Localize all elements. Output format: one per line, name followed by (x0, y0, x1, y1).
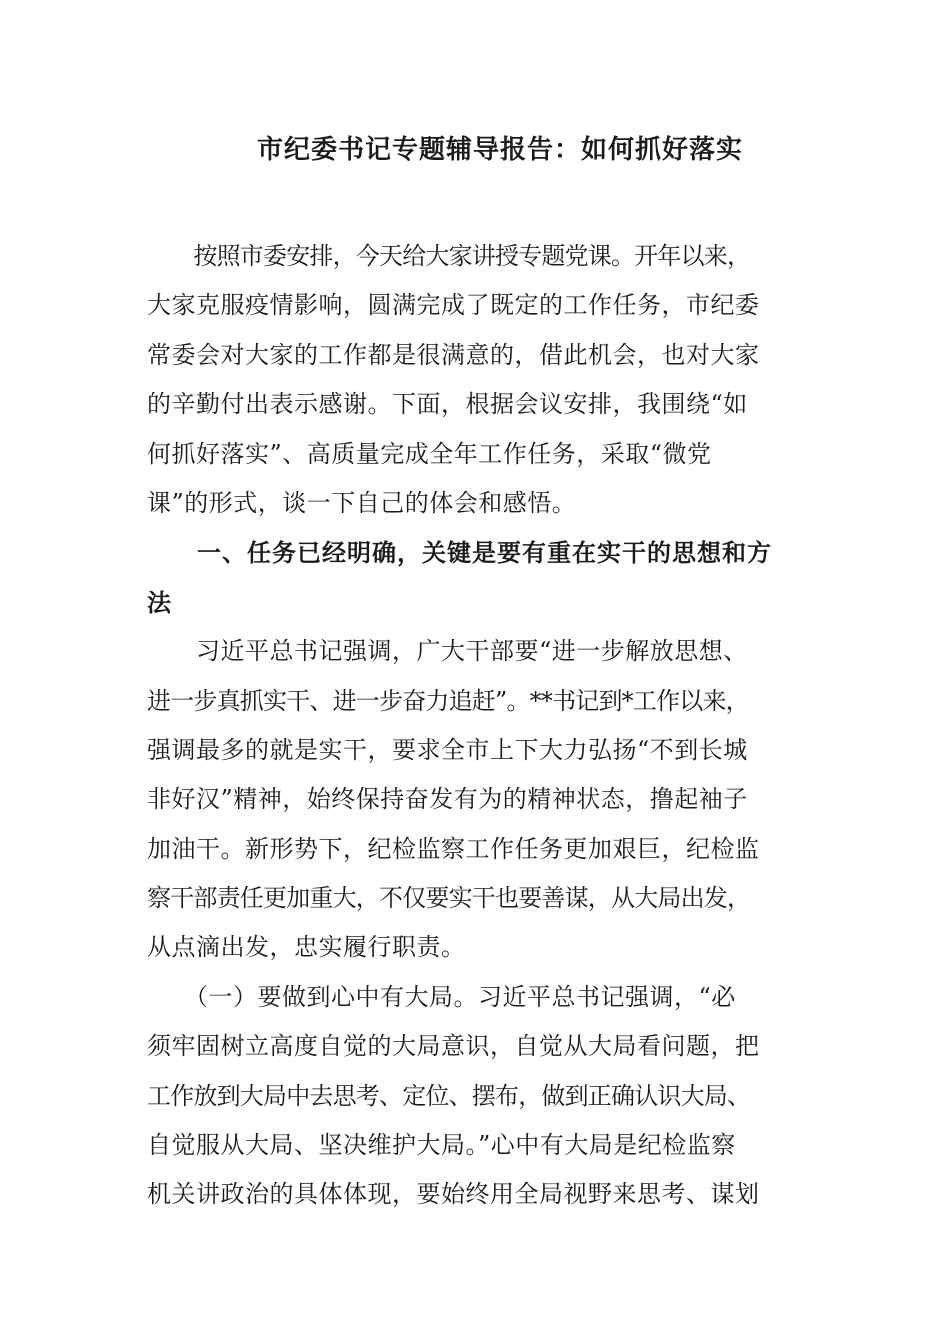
paragraph-line: 强调最多的就是实干，要求全市上下大力弘扬“不到长城 (147, 735, 748, 764)
paragraph-line: 自觉服从大局、坚决维护大局。”心中有大局是纪检监察 (147, 1131, 736, 1160)
paragraph-line: 课”的形式，谈一下自己的体会和感悟。 (147, 488, 577, 517)
document-title: 市纪委书记专题辅导报告：如何抓好落实 (256, 135, 743, 165)
paragraph-line: 何抓好落实”、高质量完成全年工作任务，采取“微党 (147, 439, 712, 468)
document-body (147, 232, 807, 1220)
paragraph-line: 机关讲政治的具体体现，要始终用全局视野来思考、谋划 (147, 1180, 760, 1209)
paragraph-line: 非好汉”精神，始终保持奋发有为的精神状态，撸起袖子 (147, 785, 748, 814)
paragraph-line: 按照市委安排，今天给大家讲授专题党课。开年以来， (147, 242, 751, 270)
section-heading-line: 一、任务已经明确，关键是要有重在实干的思想和方 (147, 538, 772, 568)
paragraph-line: 习近平总书记强调，广大干部要“进一步解放思想、 (147, 637, 748, 666)
paragraph-line: 加油干。新形势下，纪检监察工作任务更加艰巨，纪检监 (147, 834, 760, 863)
paragraph-line: 工作放到大局中去思考、定位、摆布，做到正确认识大局、 (147, 1081, 751, 1110)
paragraph-line: （一）要做到心中有大局。习近平总书记强调，“必 (147, 982, 736, 1011)
paragraph-line: 进一步真抓实干、进一步奋力追赶”。**书记到*工作以来， (147, 686, 749, 715)
paragraph-line: 从点滴出发，忠实履行职责。 (147, 933, 466, 962)
paragraph-line: 须牢固树立高度自觉的大局意识，自觉从大局看问题，把 (147, 1032, 760, 1061)
paragraph-line: 常委会对大家的工作都是很满意的，借此机会，也对大家 (147, 340, 760, 369)
paragraph-line: 大家克服疫情影响，圆满完成了既定的工作任务，市纪委 (147, 291, 760, 320)
section-heading-line: 法 (147, 587, 172, 617)
paragraph-line: 察干部责任更加重大，不仅要实干也要善谋，从大局出发， (147, 884, 751, 913)
paragraph-line: 的辛勤付出表示感谢。下面，根据会议安排，我围绕“如 (147, 390, 748, 419)
